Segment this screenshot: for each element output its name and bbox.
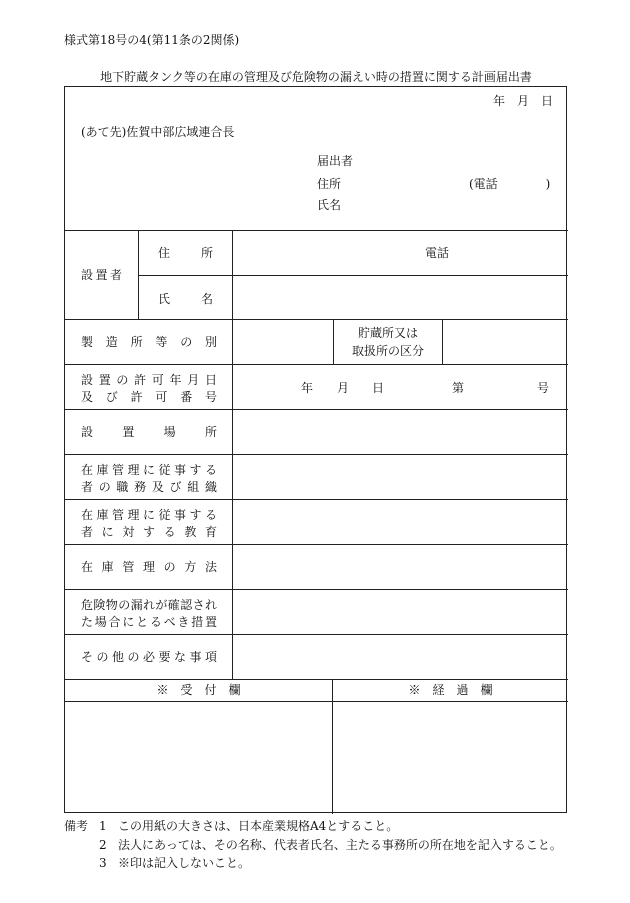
- staff-label-line1: 在庫管理に従事する: [81, 463, 217, 477]
- rule-reception-header-bottom: [65, 701, 568, 702]
- addressee: (あて先)佐賀中部広域連合長: [81, 125, 235, 139]
- permit-year-unit: 年: [301, 381, 314, 395]
- applicant-address-label: 住所: [317, 177, 342, 191]
- note-1-number: 1: [99, 819, 107, 833]
- note-2-text: 法人にあっては、その名称、代表者氏名、主たる事務所の所在地を記入すること。: [118, 838, 562, 852]
- rule-installer-mid: [138, 275, 568, 276]
- rule-installer-bottom: [65, 319, 568, 320]
- rule-leak-bottom: [65, 634, 568, 635]
- installer-address-label: 住所: [158, 246, 213, 260]
- date-line: 年 月 日: [493, 94, 554, 108]
- permit-number-suffix: 号: [537, 381, 550, 395]
- storage-type-line1: 貯蔵所又は: [357, 326, 418, 340]
- rule-staff-bottom: [65, 499, 568, 500]
- installer-label: 設置者: [81, 268, 122, 282]
- method-label: 在庫管理の方法: [81, 560, 217, 574]
- rule-installer-label-col: [138, 230, 139, 319]
- rule-facility-bottom: [65, 364, 568, 365]
- rule-location-bottom: [65, 454, 568, 455]
- rule-method-bottom: [65, 589, 568, 590]
- notifier-label: 届出者: [317, 154, 354, 168]
- staff-label-line2: 者の職務及び組織: [81, 480, 217, 494]
- permit-number-prefix: 第: [452, 381, 465, 395]
- permit-month-unit: 月: [337, 381, 350, 395]
- rule-other-bottom: [65, 679, 568, 680]
- note-3-text: ※印は記入しないこと。: [118, 856, 251, 870]
- form-number: 様式第18号の4(第11条の2関係): [64, 33, 240, 47]
- note-3-number: 3: [99, 856, 107, 870]
- storage-type-label: [334, 324, 442, 360]
- location-label: 設置場所: [81, 425, 217, 439]
- leak-label-line1: 危険物の漏れが確認され: [81, 598, 217, 612]
- permit-day-unit: 日: [372, 381, 385, 395]
- leak-label-line2: た場合にとるべき措置: [81, 615, 217, 629]
- education-label-line2: 者に対する教育: [81, 525, 217, 539]
- facility-type-label: 製造所等の別: [81, 335, 217, 349]
- rule-permit-bottom: [65, 409, 568, 410]
- rule-reception-split: [332, 679, 333, 814]
- applicant-phone-label: (電話 ): [469, 177, 551, 191]
- notes-heading: 備考: [64, 819, 89, 833]
- rule-label-col: [232, 230, 233, 679]
- permit-label-line1: 設置の許可年月日: [81, 373, 217, 387]
- rule-education-bottom: [65, 544, 568, 545]
- rule-storage-right: [442, 319, 443, 364]
- permit-label-line2: 及び許可番号: [81, 390, 217, 404]
- note-1-text: この用紙の大きさは、日本産業規格A4とすること。: [118, 819, 399, 833]
- education-label-line1: 在庫管理に従事する: [81, 508, 217, 522]
- document-title: 地下貯蔵タンク等の在庫の管理及び危険物の漏えい時の措置に関する計画届出書: [100, 70, 532, 84]
- form-table: [64, 86, 567, 813]
- storage-type-line2: 取扱所の区分: [351, 344, 424, 358]
- rule-header-bottom: [65, 230, 568, 231]
- note-2-number: 2: [99, 838, 107, 852]
- installer-name-label: 氏名: [158, 292, 213, 306]
- other-label: その他の必要な事項: [81, 650, 217, 664]
- receipt-column-label: ※ 受 付 欄: [156, 683, 241, 697]
- installer-phone-label: 電話: [425, 246, 450, 260]
- applicant-name-label: 氏名: [317, 198, 342, 212]
- progress-column-label: ※ 経 過 欄: [408, 683, 493, 697]
